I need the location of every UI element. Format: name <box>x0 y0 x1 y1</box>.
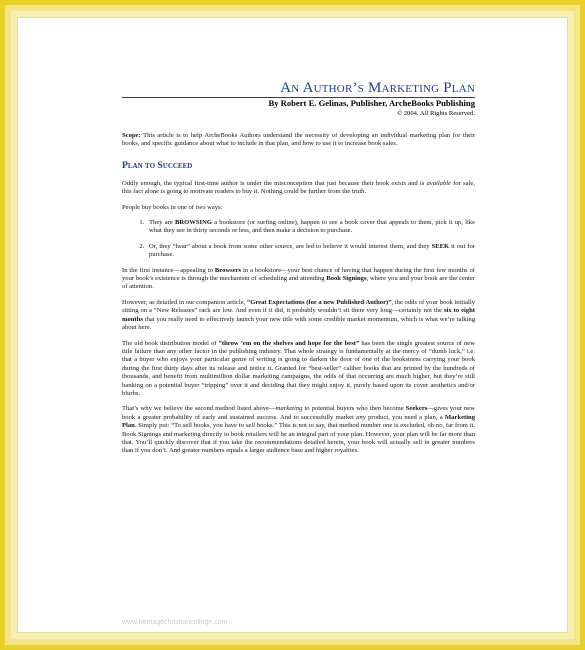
emphasis: any <box>356 413 366 421</box>
strong-text: Marketing Plan <box>122 413 475 430</box>
section-heading: Plan to Succeed <box>122 159 193 171</box>
text-run: In the first instance—appealing to <box>122 266 215 274</box>
text-run: has been the single greatest source of new title failure than any other factor in the publishing industry. That whole strategy is fundamentally at the mercy of “dumb luck,” i.e. that a buyer who enjoys your particular genre of writing is going to darken the door of one of the bookstores carrying your book during the first thirty days after its release and notice it. Granted for “best-seller” caliber books that are printed by the hundreds of thousands, and benefit from multimillion dollar marketing campaigns, the odds of that occurring are much higher, but they’re still banking on a potential buyer “tripping” over it and deciding that they might enjoy it, purely based upon its cover aesthetics and/or blurbs. <box>122 339 475 397</box>
strong-text: six to eight months <box>122 307 475 323</box>
page-mat <box>11 11 574 639</box>
text-run: , the odds of your book initially sitting on a “New Releases” rack are low. And even if it did, it probably wouldn’t sit there very long—certainly not the <box>122 298 475 315</box>
paragraph-5 <box>122 340 475 399</box>
strong-text: Browsers <box>214 266 242 274</box>
paragraph-2: People buy books in one of two ways: <box>122 203 223 211</box>
paragraph-1 <box>122 180 475 197</box>
text-run: for sale, this fact alone is going to motivate readers to buy it. Nothing could be further from the truth. <box>122 179 475 196</box>
scope-label: Scope: <box>122 132 141 139</box>
title-block <box>122 80 475 118</box>
text-run: it out for purchase. <box>149 242 475 259</box>
list-item <box>146 243 475 260</box>
paragraph-4 <box>122 299 475 333</box>
list-item <box>146 219 475 236</box>
emphasis: marketing <box>275 405 303 413</box>
emphasis: sell <box>245 422 255 430</box>
text-run: product, you need a plan, a <box>365 413 445 421</box>
ways-list <box>122 219 475 260</box>
paragraph-6 <box>122 405 475 455</box>
text-run: They are <box>149 219 175 227</box>
text-run: in a bookstore—your best chance of having that happen during the first few months of your book’s existence is through the mechanism of scheduling and attending <box>122 266 475 283</box>
document-page <box>17 17 568 633</box>
text-run: a bookstore (or surfing online), happen to see a book cover that appeals to them, pick it up, like what they see in thirty seconds or less, and then make a decision to purchase. <box>149 219 475 235</box>
strong-text: SEEK <box>431 242 450 250</box>
text-run: that you really need to effectively launch your new title with some credible market momentum, which is what we’re talking about here. <box>122 315 475 332</box>
paragraph-3 <box>122 267 475 292</box>
scope-text: This article is to help ArcheBooks Authors understand the necessity of developing an individual marketing plan for their books, and specific guidance about what to include in that plan, and how to use it to increase book sales. <box>122 132 475 148</box>
text-run: and is <box>405 179 427 187</box>
copyright-notice: © 2004. All Rights Reserved. <box>397 110 475 117</box>
text-run: Oddly enough, the typical first-time author is under the misconception that just because their book <box>122 179 392 187</box>
strong-text: “Great Expectations (for a new Published Author)” <box>246 298 392 306</box>
strong-text: “throw ’em on the shelves and hope for the best” <box>218 339 360 347</box>
text-run: That’s why we believe the second method listed above— <box>122 405 276 413</box>
text-run: to potential buyers who then become <box>302 405 406 413</box>
strong-text: Seekers <box>405 405 428 413</box>
watermark: www.heritagechristiancollege.com <box>122 619 228 626</box>
strong-text: Book Signings <box>326 275 367 283</box>
strong-text: BROWSING <box>174 219 212 227</box>
text-run: , where you and your book are the center of attention. <box>122 275 475 291</box>
text-run: The old book distribution model of <box>122 339 219 347</box>
document-title: An Author’s Marketing Plan <box>122 80 475 98</box>
emphasis: exists <box>391 179 406 187</box>
text-run: books.” This is not to say, that method number one is excluded, oh no, far from it. Book Signings and marketing directly to book retailers will be an integral part of your plan. However, your plan will be far more than that. You’ll quickly discover that if you take the recommendations detailed herein, your book will actually sell in greater numbers than if you don’t. And greater numbers equals a larger audience base and higher royalties. <box>122 422 475 455</box>
text-run: . Simply put: “To sell books, you have to <box>134 422 246 430</box>
scope-paragraph <box>122 132 475 149</box>
document-byline: By Robert E. Gelinas, Publisher, ArcheBooks Publishing <box>268 98 475 108</box>
emphasis: available <box>426 179 452 187</box>
text-run: However, as detailed in our companion article, <box>122 298 247 306</box>
text-run: —gives your new book a greater probability of early and sustained success. And to successfully market <box>122 405 475 421</box>
text-run: Or, they “hear” about a book from some other source, are led to believe it would interest them, and they <box>149 242 432 250</box>
